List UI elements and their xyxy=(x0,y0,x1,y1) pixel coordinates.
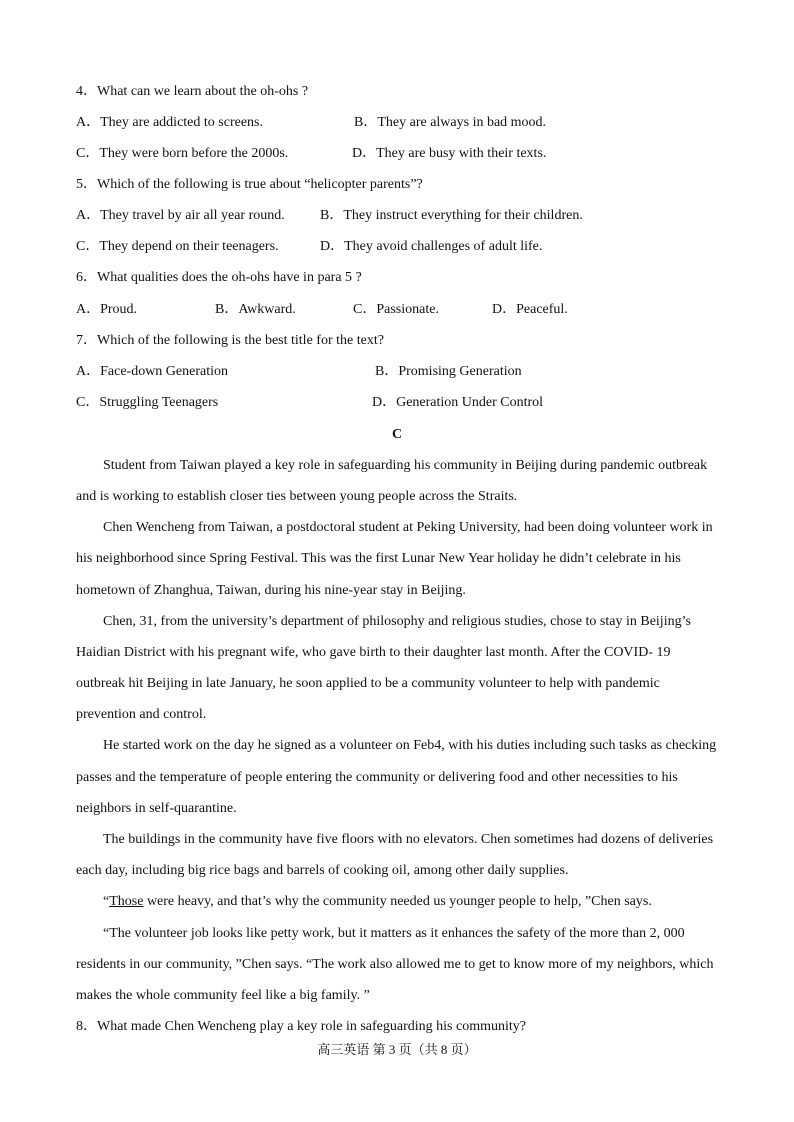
question-5-option-d: D．They avoid challenges of adult life. xyxy=(320,239,543,254)
passage-line: prevention and control. xyxy=(76,707,207,722)
question-7-option-c: C．Struggling Teenagers xyxy=(76,395,219,410)
underlined-word: Those xyxy=(109,894,144,909)
question-8-stem: 8．What made Chen Wencheng play a key role in safeguarding his community? xyxy=(76,1019,526,1034)
question-7-option-d: D．Generation Under Control xyxy=(372,395,544,410)
page-footer: 高三英语 第 3 页（共 8 页） xyxy=(317,1042,477,1057)
passage-line: The buildings in the community have five floors with no elevators. Chen sometimes had dozens of deliveries xyxy=(103,832,714,847)
question-4-option-a: A．They are addicted to screens. xyxy=(76,115,263,130)
question-6-stem: 6．What qualities does the oh-ohs have in para 5 ? xyxy=(76,270,362,285)
question-5-option-c: C．They depend on their teenagers. xyxy=(76,239,279,254)
question-5-stem: 5．Which of the following is true about “helicopter parents”? xyxy=(76,177,423,192)
passage-line: outbreak hit Beijing in late January, he soon applied to be a community volunteer to help with pandemic xyxy=(76,676,660,691)
section-heading: C xyxy=(391,427,403,442)
passage-line: neighbors in self-quarantine. xyxy=(76,801,237,816)
quote-rest: were heavy, and that’s why the community needed us younger people to help, ”Chen says. xyxy=(143,894,652,909)
question-7-stem: 7．Which of the following is the best title for the text? xyxy=(76,333,384,348)
question-4-option-c: C．They were born before the 2000s. xyxy=(76,146,289,161)
passage-line: Haidian District with his pregnant wife, who gave birth to their daughter last month. After the COVID- 19 xyxy=(76,645,671,660)
passage-line: “The volunteer job looks like petty work, but it matters as it enhances the safety of the more than 2, 000 xyxy=(103,926,685,941)
passage-line: and is working to establish closer ties between young people across the Straits. xyxy=(76,489,518,504)
question-6-option-c: C．Passionate. xyxy=(353,302,439,317)
question-5-option-a: A．They travel by air all year round. xyxy=(76,208,285,223)
passage-line-quote xyxy=(103,892,652,912)
passage-line: He started work on the day he signed as a volunteer on Feb4, with his duties including such tasks as checking xyxy=(103,738,717,753)
question-6-option-a: A．Proud. xyxy=(76,302,138,317)
passage-line: each day, including big rice bags and barrels of cooking oil, among other daily supplies. xyxy=(76,863,569,878)
question-6-option-d: D．Peaceful. xyxy=(492,302,568,317)
question-4-option-b: B．They are always in bad mood. xyxy=(354,115,547,130)
question-7-option-b: B．Promising Generation xyxy=(375,364,522,379)
passage-line: passes and the temperature of people entering the community or delivering food and other necessities to his xyxy=(76,770,678,785)
question-4-option-d: D．They are busy with their texts. xyxy=(352,146,547,161)
question-5-option-b: B．They instruct everything for their children. xyxy=(320,208,583,223)
passage-line: his neighborhood since Spring Festival. This was the first Lunar New Year holiday he didn’t celebrate in his xyxy=(76,551,681,566)
question-7-option-a: A．Face-down Generation xyxy=(76,364,229,379)
passage-line: makes the whole community feel like a big family. ” xyxy=(76,988,370,1003)
passage-line: hometown of Zhanghua, Taiwan, during his nine-year stay in Beijing. xyxy=(76,583,466,598)
passage-line: Student from Taiwan played a key role in safeguarding his community in Beijing during pandemic outbreak xyxy=(103,458,708,473)
open-quote: “ xyxy=(103,894,110,909)
question-6-option-b: B．Awkward. xyxy=(215,302,296,317)
passage-line: Chen, 31, from the university’s department of philosophy and religious studies, chose to stay in Beijing’s xyxy=(103,614,691,629)
passage-line: Chen Wencheng from Taiwan, a postdoctoral student at Peking University, had been doing volunteer work in xyxy=(103,520,713,535)
question-4-stem: 4．What can we learn about the oh-ohs ? xyxy=(76,84,309,99)
passage-line: residents in our community, ”Chen says. “The work also allowed me to get to know more of my neighbors, which xyxy=(76,957,714,972)
